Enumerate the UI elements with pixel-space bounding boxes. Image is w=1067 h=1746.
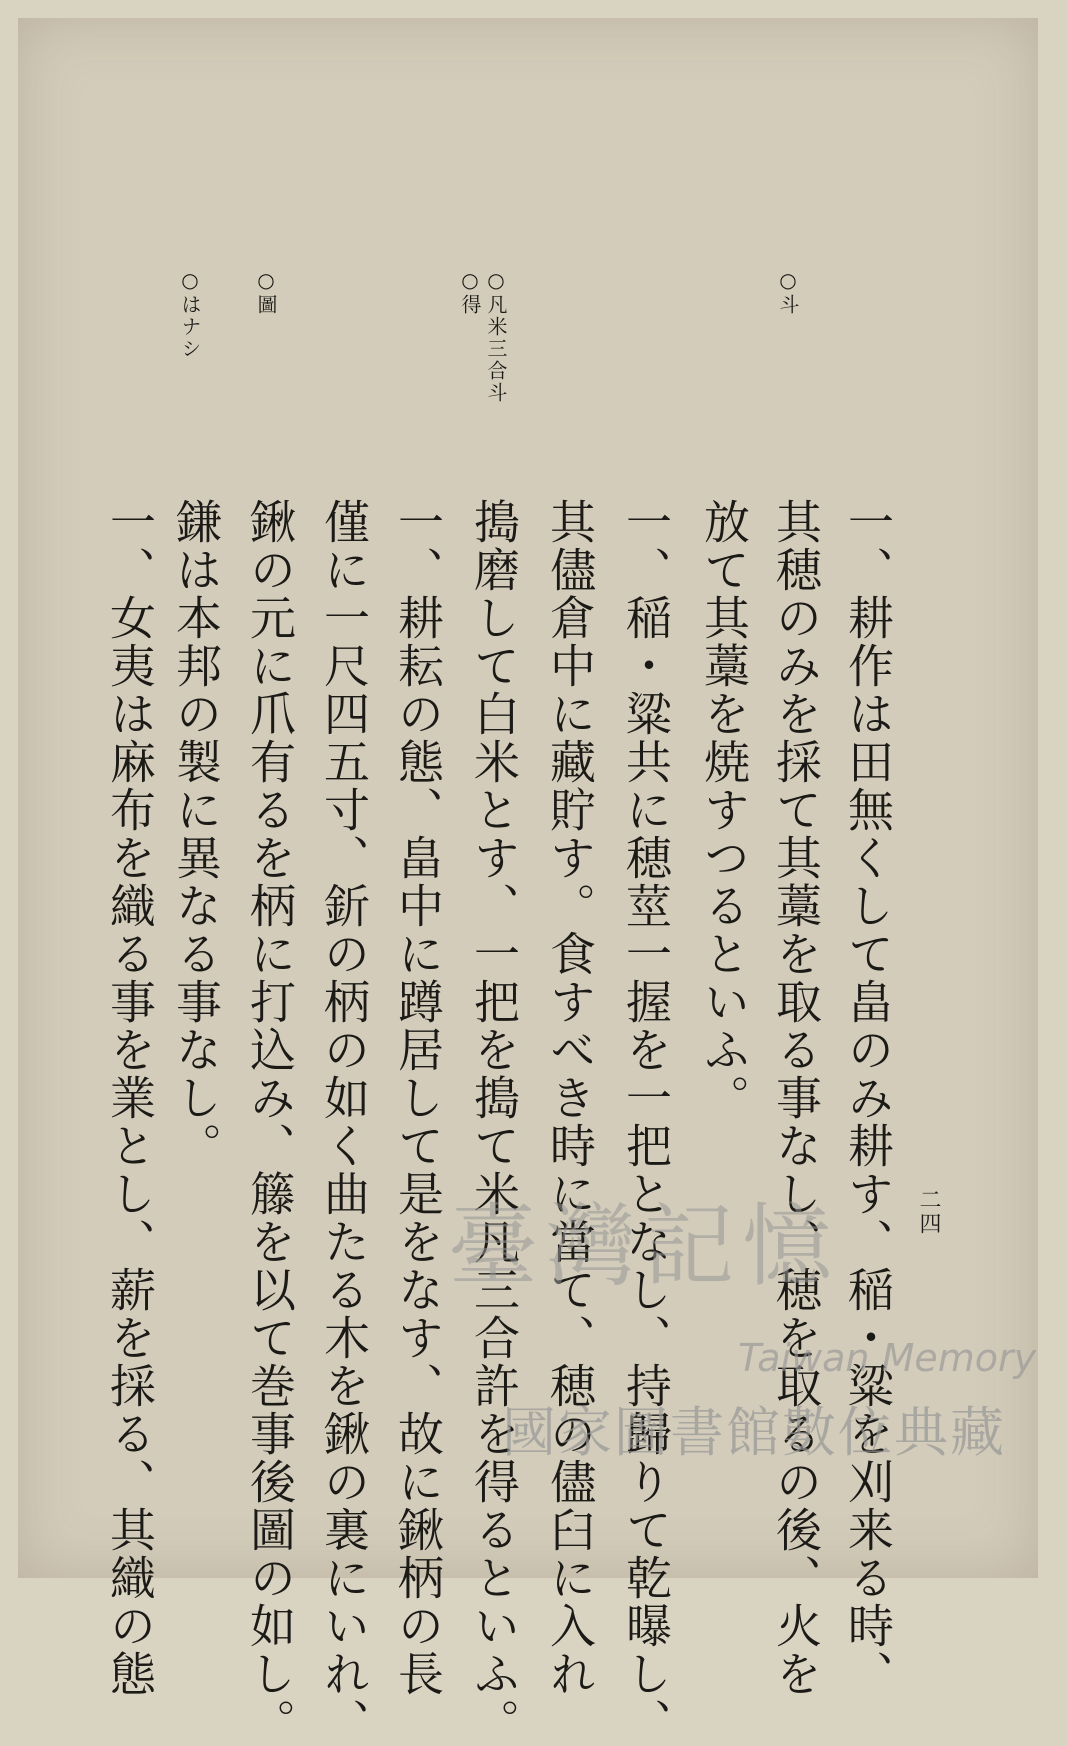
body-line-7: 一、耕耘の態、畠中に蹲居して是をなす、故に鍬柄の長	[391, 498, 445, 1698]
page-number: 二四	[916, 1188, 941, 1236]
body-line-2: 其穂のみを採て其藁を取る事なし、穂を取るの後、火を	[769, 498, 823, 1698]
body-line-11: 一、女夷は麻布を織る事を業とし、薪を採る、其織の態	[103, 498, 157, 1698]
body-line-9: 鍬の元に爪有るを柄に打込み、籐を以て巻事後圖の如し。	[243, 498, 297, 1746]
body-line-8: 僅に一尺四五寸、釿の柄の如く曲たる木を鍬の裏にいれ、	[317, 498, 371, 1746]
margin-note-1: ○斗	[776, 268, 800, 316]
watermark-library: 國家圖書館數位典藏	[502, 1401, 1006, 1464]
margin-note-4: ○圖	[254, 268, 278, 316]
body-line-6: 搗磨して白米とす、一把を搗て米凡三合許を得るといふ。	[467, 498, 521, 1746]
body-line-1: 一、耕作は田無くして畠のみ耕す、稲・粱を刈来る時、	[841, 498, 895, 1698]
margin-note-2: ○凡米三合斗	[484, 268, 508, 404]
body-line-5: 其儘倉中に藏貯す。食すべき時に當て、穂の儘臼に入れ	[543, 498, 597, 1698]
margin-note-3: ○得	[458, 268, 482, 316]
margin-note-5: ○はナシ	[178, 268, 202, 360]
body-line-4: 一、稲・粱共に穂莖一握を一把となし、持歸りて乾曝し、	[619, 498, 673, 1746]
watermark-logo: 臺灣記憶	[448, 1194, 840, 1299]
body-line-3: 放て其藁を焼すつるといふ。	[697, 498, 751, 1122]
watermark-subtitle: Taiwan Memory	[738, 1336, 1037, 1380]
book-page	[18, 18, 1038, 1746]
body-line-10: 鎌は本邦の製に異なる事なし。	[169, 498, 223, 1170]
